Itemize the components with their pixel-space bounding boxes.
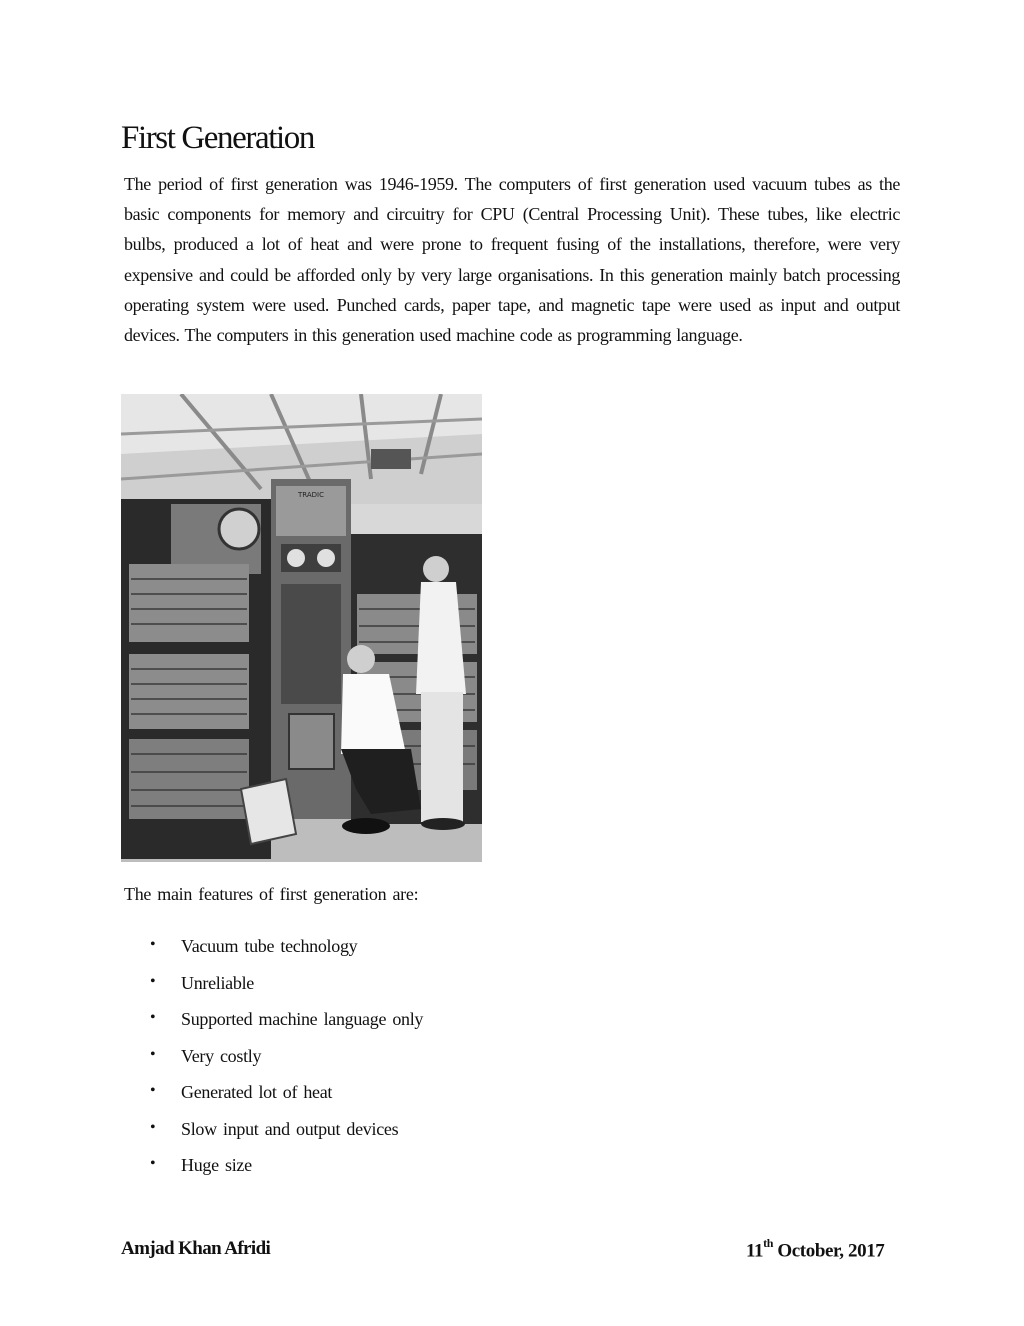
- vacuum-tube-computer-photo: [121, 394, 482, 862]
- footer-date-suffix: th: [763, 1236, 774, 1250]
- bullet-icon: •: [150, 1082, 156, 1099]
- feature-text: Unreliable: [181, 972, 254, 993]
- intro-paragraph: The period of first generation was 1946-1959. The computers of first generation used vacuum tubes as the basic components for memory and circuitry for CPU (Central Processing Unit). These tubes, like electric bulbs, produced a lot of heat and were prone to frequent fusing of the installations, therefore, were very expensive and could be afforded only by very large organisations. In this generation mainly batch processing operating system were used. Punched cards, paper tape, and magnetic tape were used as input and output devices. The computers in this generation used machine code as programming language.: [124, 174, 900, 346]
- bullet-icon: •: [150, 1045, 156, 1063]
- footer-author: Amjad Khan Afridi: [121, 1238, 271, 1259]
- feature-text: Very costly: [181, 1045, 262, 1066]
- feature-text: Huge size: [181, 1155, 252, 1175]
- page-title: First Generation: [121, 120, 314, 156]
- bullet-icon: •: [150, 972, 156, 990]
- footer-date-rest: October, 2017: [773, 1240, 885, 1262]
- feature-text: Generated lot of heat: [181, 1082, 333, 1102]
- bullet-icon: •: [150, 1155, 156, 1172]
- features-intro: The main features of first generation are:: [124, 884, 419, 904]
- bullet-icon: •: [150, 936, 156, 953]
- bullet-icon: •: [150, 1118, 156, 1136]
- footer-date-day: 11: [746, 1240, 764, 1262]
- feature-text: Slow input and output devices: [181, 1118, 399, 1139]
- feature-text: Supported machine language only: [181, 1009, 424, 1029]
- feature-text: Vacuum tube technology: [181, 936, 358, 956]
- panel-label: TRADIC: [298, 491, 324, 499]
- bullet-icon: •: [150, 1009, 156, 1026]
- footer-date: [746, 1238, 884, 1262]
